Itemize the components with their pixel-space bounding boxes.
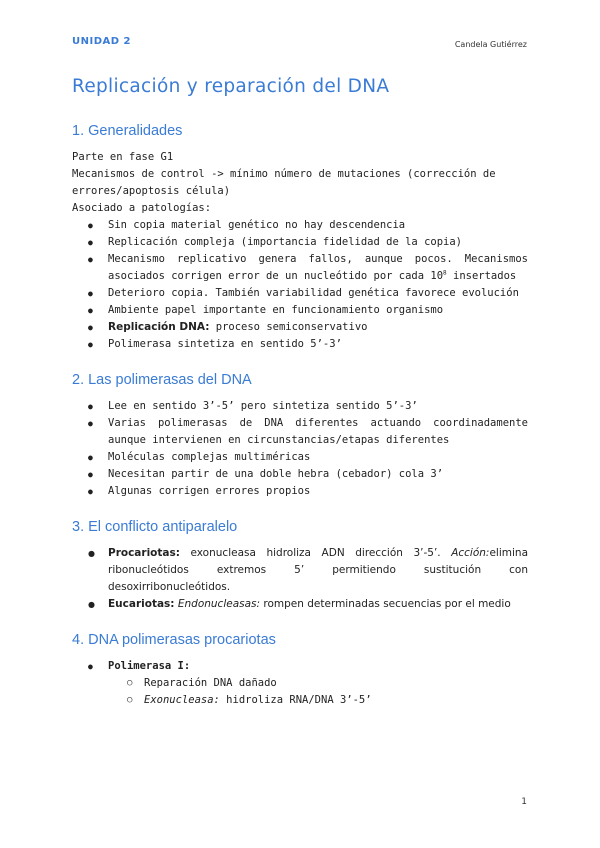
- bullet-list: [72, 217, 528, 353]
- list-item: ● Algunas corrigen errores propios: [72, 483, 528, 500]
- bold-label: Procariotas:: [108, 547, 180, 559]
- section-generalidades: [72, 122, 528, 353]
- unit-label: UNIDAD 2: [72, 36, 131, 47]
- sub-list: [108, 675, 528, 709]
- italic-label: Exonucleasa:: [144, 694, 220, 706]
- italic-label: Acción:: [451, 547, 490, 559]
- bold-label: Replicación DNA:: [108, 321, 210, 333]
- paragraph-line: Asociado a patologías:: [72, 202, 212, 214]
- paragraph-line: Mecanismos de control -> mínimo número de mutaciones (corrección de errores/apoptosis célula): [72, 168, 496, 197]
- list-item: ● Eucariotas: Endonucleasas: rompen determinadas secuencias por el medio: [72, 596, 528, 613]
- author-name: Candela Gutiérrez: [454, 40, 527, 49]
- section-heading: 1. Generalidades: [72, 123, 183, 139]
- sub-list-item: ○ Reparación DNA dañado: [108, 675, 528, 692]
- bullet-list: [72, 658, 528, 709]
- section-heading: 2. Las polimerasas del DNA: [72, 372, 252, 388]
- list-item: ● Replicación compleja (importancia fidelidad de la copia): [72, 234, 528, 251]
- section-conflicto: [72, 518, 528, 613]
- list-item: ● Sin copia material genético no hay descendencia: [72, 217, 528, 234]
- list-item: ● Lee en sentido 3’-5’ pero sintetiza sentido 5’-3’: [72, 398, 528, 415]
- section-polimerasas: [72, 371, 528, 500]
- section-heading: 3. El conflicto antiparalelo: [72, 519, 238, 535]
- list-item: ● Deterioro copia. También variabilidad genética favorece evolución: [72, 285, 528, 302]
- list-item: ● Polimerasa sintetiza en sentido 5’-3’: [72, 336, 528, 353]
- sub-list-item: ○ Exonucleasa: hidroliza RNA/DNA 3’-5’: [108, 692, 528, 709]
- exponent: 8: [443, 269, 447, 277]
- list-item: ● Mecanismo replicativo genera fallos, aunque pocos. Mecanismos asociados corrigen error de un nucleótido por cada $10^8$ insertados: [72, 251, 528, 285]
- section-procariotas: [72, 631, 528, 709]
- list-item: ● Procariotas: exonucleasa hidroliza ADN dirección 3’-5’. Acción:elimina ribonucleótidos extremos 5’ permitiendo sustitución con desoxirribonucleótidos.: [72, 545, 528, 596]
- bullet-list: [72, 398, 528, 500]
- paragraph-line: Parte en fase G1: [72, 151, 174, 163]
- bold-label: Eucariotas:: [108, 598, 175, 610]
- document-body: [72, 122, 528, 727]
- italic-label: Endonucleasas:: [177, 598, 261, 610]
- list-item: ● Varias polimerasas de DNA diferentes actuando coordinadamente aunque intervienen en circunstancias/etapas diferentes: [72, 415, 528, 449]
- bullet-list: [72, 545, 528, 613]
- list-item: ● Necesitan partir de una doble hebra (cebador) cola 3’: [72, 466, 528, 483]
- bold-label: Polimerasa I:: [108, 660, 191, 672]
- section-heading: 4. DNA polimerasas procariotas: [72, 632, 276, 648]
- page-number: 1: [521, 797, 527, 807]
- list-item: ● Moléculas complejas multiméricas: [72, 449, 528, 466]
- list-item: ● Replicación DNA: proceso semiconservativo: [72, 319, 528, 336]
- list-item: ● Ambiente papel importante en funcionamiento organismo: [72, 302, 528, 319]
- list-item: [72, 658, 528, 709]
- document-title: Replicación y reparación del DNA: [72, 76, 390, 97]
